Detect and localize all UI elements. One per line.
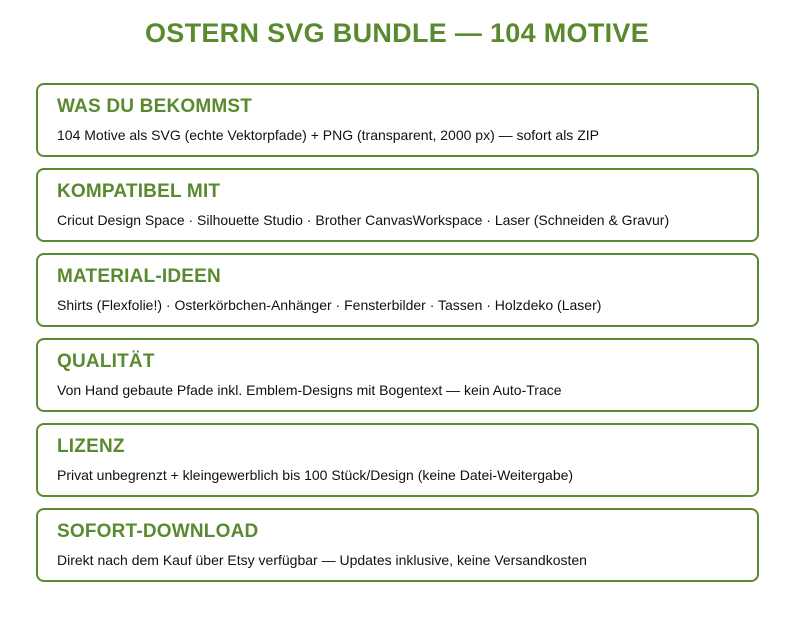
page-title: OSTERN SVG BUNDLE — 104 MOTIVE (144, 18, 650, 48)
feature-card-kompatibel-mit (36, 168, 759, 242)
feature-card-lizenz (36, 423, 759, 497)
card-heading: LIZENZ (57, 436, 125, 457)
feature-card-list (36, 83, 759, 593)
card-text: Cricut Design Space · Silhouette Studio · Brother CanvasWorkspace · Laser (Schneiden & Gravur) (57, 212, 670, 228)
card-heading: MATERIAL-IDEEN (57, 266, 221, 287)
feature-card-qualitaet (36, 338, 759, 412)
card-heading: SOFORT-DOWNLOAD (57, 521, 259, 542)
card-text: Privat unbegrenzt + kleingewerblich bis 100 Stück/Design (keine Datei-Weitergabe) (57, 467, 574, 483)
card-text: Direkt nach dem Kauf über Etsy verfügbar — Updates inklusive, keine Versandkosten (57, 552, 587, 568)
feature-card-was-du-bekommst (36, 83, 759, 157)
card-heading: KOMPATIBEL MIT (57, 181, 221, 202)
card-heading: WAS DU BEKOMMST (57, 96, 253, 117)
card-heading: QUALITÄT (57, 351, 155, 372)
card-text: Von Hand gebaute Pfade inkl. Emblem-Designs mit Bogentext — kein Auto-Trace (57, 382, 562, 398)
feature-card-sofort-download (36, 508, 759, 582)
card-text: 104 Motive als SVG (echte Vektorpfade) + PNG (transparent, 2000 px) — sofort als ZIP (57, 127, 599, 143)
card-text: Shirts (Flexfolie!) · Osterkörbchen-Anhänger · Fensterbilder · Tassen · Holzdeko (Laser) (57, 297, 602, 313)
feature-card-material-ideen (36, 253, 759, 327)
